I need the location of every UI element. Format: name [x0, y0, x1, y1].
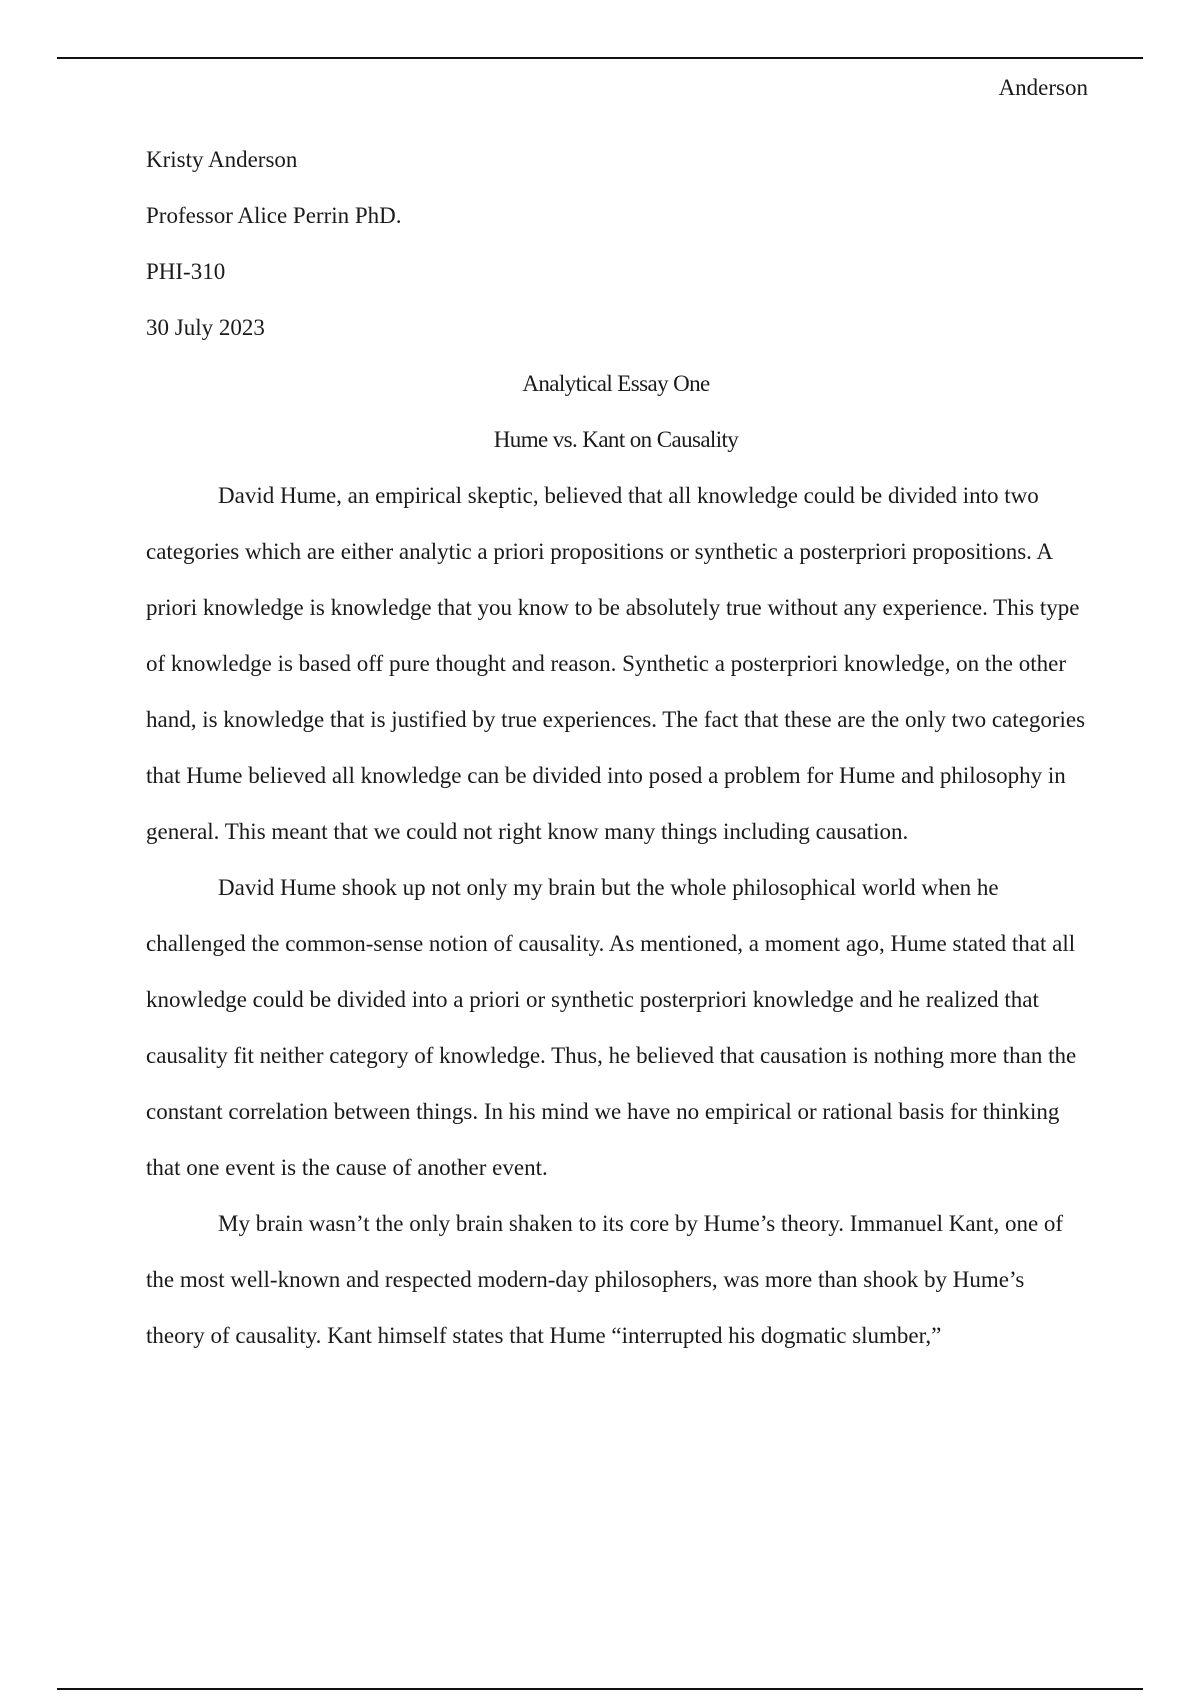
page-bottom-rule [57, 1688, 1143, 1690]
document-body [146, 142, 1086, 1374]
paragraph: David Hume, an empirical skeptic, believed that all knowledge could be divided into two categories which are either analytic a priori propositions or synthetic a posterpriori propositions. A priori knowledge is knowledge that you know to be absolutely true without any experience. This type of knowledge is based off pure thought and reason. Synthetic a posterpriori knowledge, on the other hand, is knowledge that is justified by true experiences. The fact that these are the only two categories that Hume believed all knowledge can be divided into posed a problem for Hume and philosophy in general. This meant that we could not right know many things including causation. [146, 483, 1086, 844]
course-code: PHI-310 [146, 259, 226, 284]
essay-subtitle: Hume vs. Kant on Causality [493, 427, 739, 452]
date-line: 30 July 2023 [146, 315, 265, 340]
paragraph: My brain wasn’t the only brain shaken to its core by Hume’s theory. Immanuel Kant, one of the most well-known and respected modern-day philosophers, was more than shook by Hume’s theory of causality. Kant himself states that Hume “interrupted his dogmatic slumber,” [146, 1211, 1064, 1348]
essay-title: Analytical Essay One [522, 371, 710, 396]
running-head: Anderson [998, 75, 1088, 100]
page-top-rule [57, 57, 1143, 59]
paragraph: David Hume shook up not only my brain but the whole philosophical world when he challenged the common-sense notion of causality. As mentioned, a moment ago, Hume stated that all knowledge could be divided into a priori or synthetic posterpriori knowledge and he realized that causality fit neither category of knowledge. Thus, he believed that causation is nothing more than the constant correlation between things. In his mind we have no empirical or rational basis for thinking that one event is the cause of another event. [146, 875, 1077, 1180]
professor-name: Professor Alice Perrin PhD. [146, 203, 402, 228]
student-name: Kristy Anderson [146, 147, 298, 172]
